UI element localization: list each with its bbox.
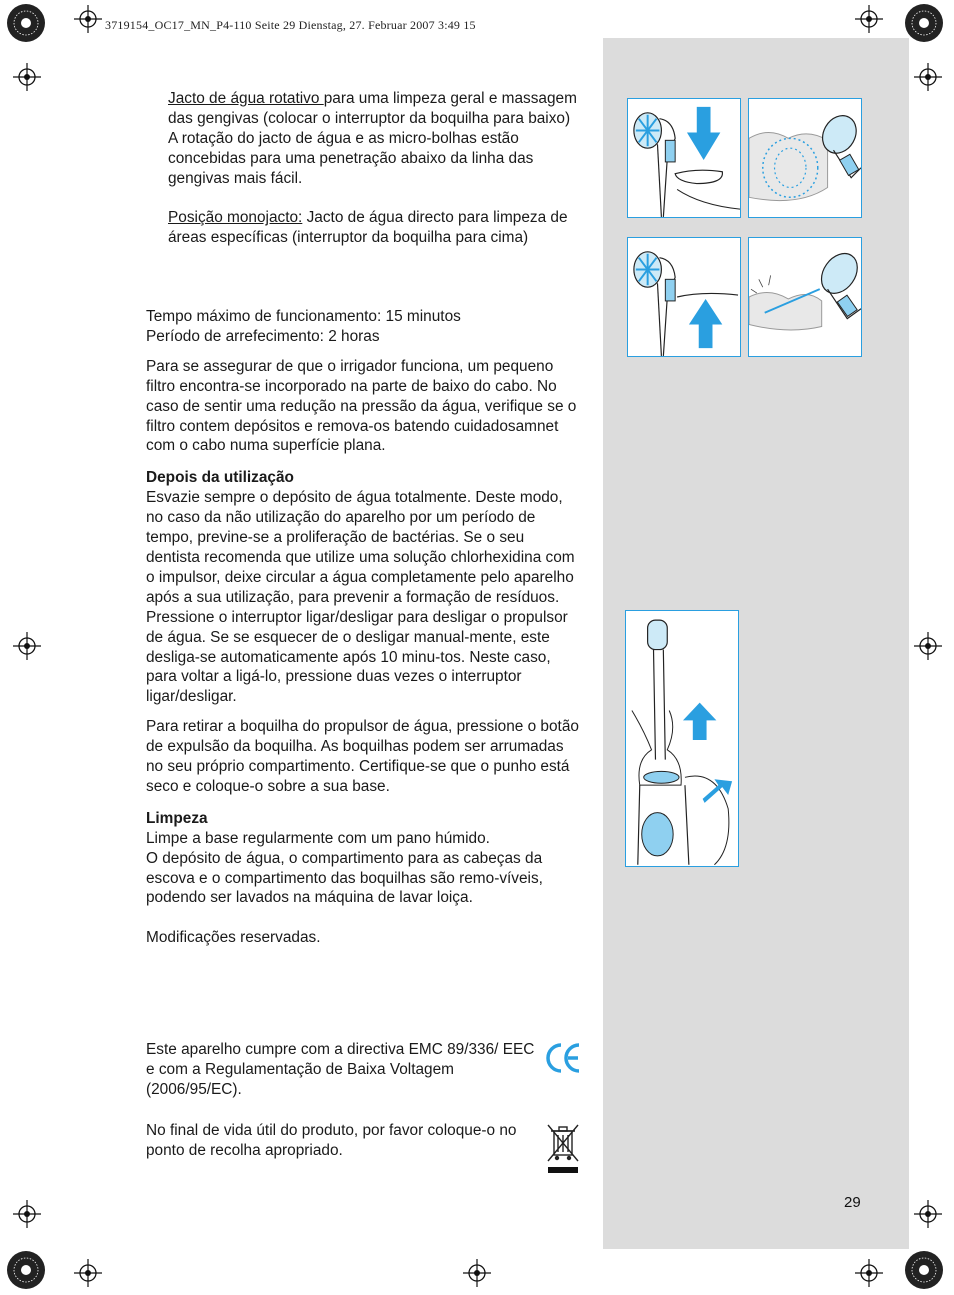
registration-mark-icon xyxy=(74,5,102,38)
registration-mark-icon xyxy=(74,1259,102,1292)
cleaning-para2: O depósito de água, o compartimento para as cabeças da escova e o compartimento das boquilhas são remo-víveis, podendo ser lavados na máquina de lavar loiça. xyxy=(146,849,543,907)
rotating-jet-text: para uma limpeza geral e massagem das gengivas (colocar o interruptor da boquilha para baixo) xyxy=(168,90,577,127)
figure-rotating-jet-teeth xyxy=(748,98,862,218)
after-use-para1: Esvazie sempre o depósito de água totalmente. Deste modo, no caso da não utilização do aparelho por um período de tempo, previne-se a proliferação de bactérias. Se o seu dentista recomenda que utilize uma solução chlorhexidina com o impulsor, deixe circular a água completamente pelo aparelho após a sua utilização, para prevenir a formação de resíduos. xyxy=(146,489,575,606)
ce-mark-icon xyxy=(544,1040,582,1076)
max-time-value: : 15 minutos xyxy=(376,308,461,325)
figure-rotating-jet-switch-down xyxy=(627,98,741,218)
after-use-heading: Depois da utilização xyxy=(146,469,294,487)
cooldown-label: Período de arrefecimento xyxy=(146,327,320,345)
rotating-jet-label: Jacto de água rotativo xyxy=(168,90,324,107)
print-header: 3719154_OC17_MN_P4-110 Seite 29 Dienstag, 27. Februar 2007 3:49 15 xyxy=(105,18,476,32)
figure-monojet-teeth xyxy=(748,237,862,357)
registration-mark-icon xyxy=(855,5,883,38)
registration-mark-icon xyxy=(13,63,41,96)
after-use-para3: Para retirar a boquilha do propulsor de água, pressione o botão de expulsão da boquilha. As boquilhas podem ser arrumadas no seu próprio compartimento. Certifique-se que o punho está seco e coloque-o sobre a sua base. xyxy=(146,718,579,795)
reserved-note: Modificações reservadas. xyxy=(146,929,321,947)
max-time-label: Tempo máximo de funcionamento xyxy=(146,308,377,325)
main-text xyxy=(146,307,582,948)
cooldown-line xyxy=(146,327,582,347)
max-time-line xyxy=(146,307,582,327)
registration-mark-icon xyxy=(914,63,942,96)
registration-mark-icon xyxy=(855,1259,883,1292)
rotating-jet-paragraph xyxy=(168,89,588,129)
after-use-para2: Pressione o interruptor ligar/desligar para desligar o propulsor de água. Se se esquecer de o desligar manual-mente, este desliga-se automaticamente após 10 minu-tos. Neste caso, para voltar a ligá-lo, pressione duas vezes o interruptor ligar/desligar. xyxy=(146,608,568,706)
cooldown-value: : 2 horas xyxy=(319,327,380,345)
cleaning-heading: Limpeza xyxy=(146,809,208,827)
cleaning-para1: Limpe a base regularmente com um pano húmido. xyxy=(146,829,490,847)
star-target-icon xyxy=(904,1250,944,1295)
emc-note: Este aparelho cumpre com a directiva EMC 89/336/ EEC e com a Regulamentação de Baixa Voltagem (2006/95/EC). xyxy=(146,1041,535,1098)
star-target-icon xyxy=(6,1250,46,1295)
figure-remove-nozzle xyxy=(625,610,739,867)
filter-paragraph: Para se assegurar de que o irrigador funciona, um pequeno filtro encontra-se incorporado na parte de baixo do cabo. No caso de sentir uma redução na pressão da água, verifique se o filtro contem depósitos e remova-os batendo cuidadosamnet com o cabo numa superfície plana. xyxy=(146,357,577,455)
registration-mark-icon xyxy=(463,1259,491,1292)
mono-jet-label: Posição monojacto: xyxy=(168,209,303,227)
mono-jet-paragraph xyxy=(168,208,588,248)
registration-mark-icon xyxy=(914,632,942,665)
crossed-bin-icon xyxy=(545,1123,581,1175)
intro-block xyxy=(168,89,588,248)
rotating-jet-detail: A rotação do jacto de água e as micro-bolhas estão concebidas para uma penetração abaixo da linha das gengivas mais fácil. xyxy=(168,129,534,187)
mono-jet-text: Jacto de água directo para limpeza de áreas específicas (interruptor da boquilha para cima) xyxy=(168,209,568,247)
figure-monojet-switch-up xyxy=(627,237,741,357)
registration-mark-icon xyxy=(914,1200,942,1233)
page-number: 29 xyxy=(844,1194,861,1211)
star-target-icon xyxy=(904,3,944,48)
star-target-icon xyxy=(6,3,46,48)
registration-mark-icon xyxy=(13,1200,41,1233)
disposal-note: No final de vida útil do produto, por favor coloque-o no ponto de recolha apropriado. xyxy=(146,1122,517,1159)
registration-mark-icon xyxy=(13,632,41,665)
